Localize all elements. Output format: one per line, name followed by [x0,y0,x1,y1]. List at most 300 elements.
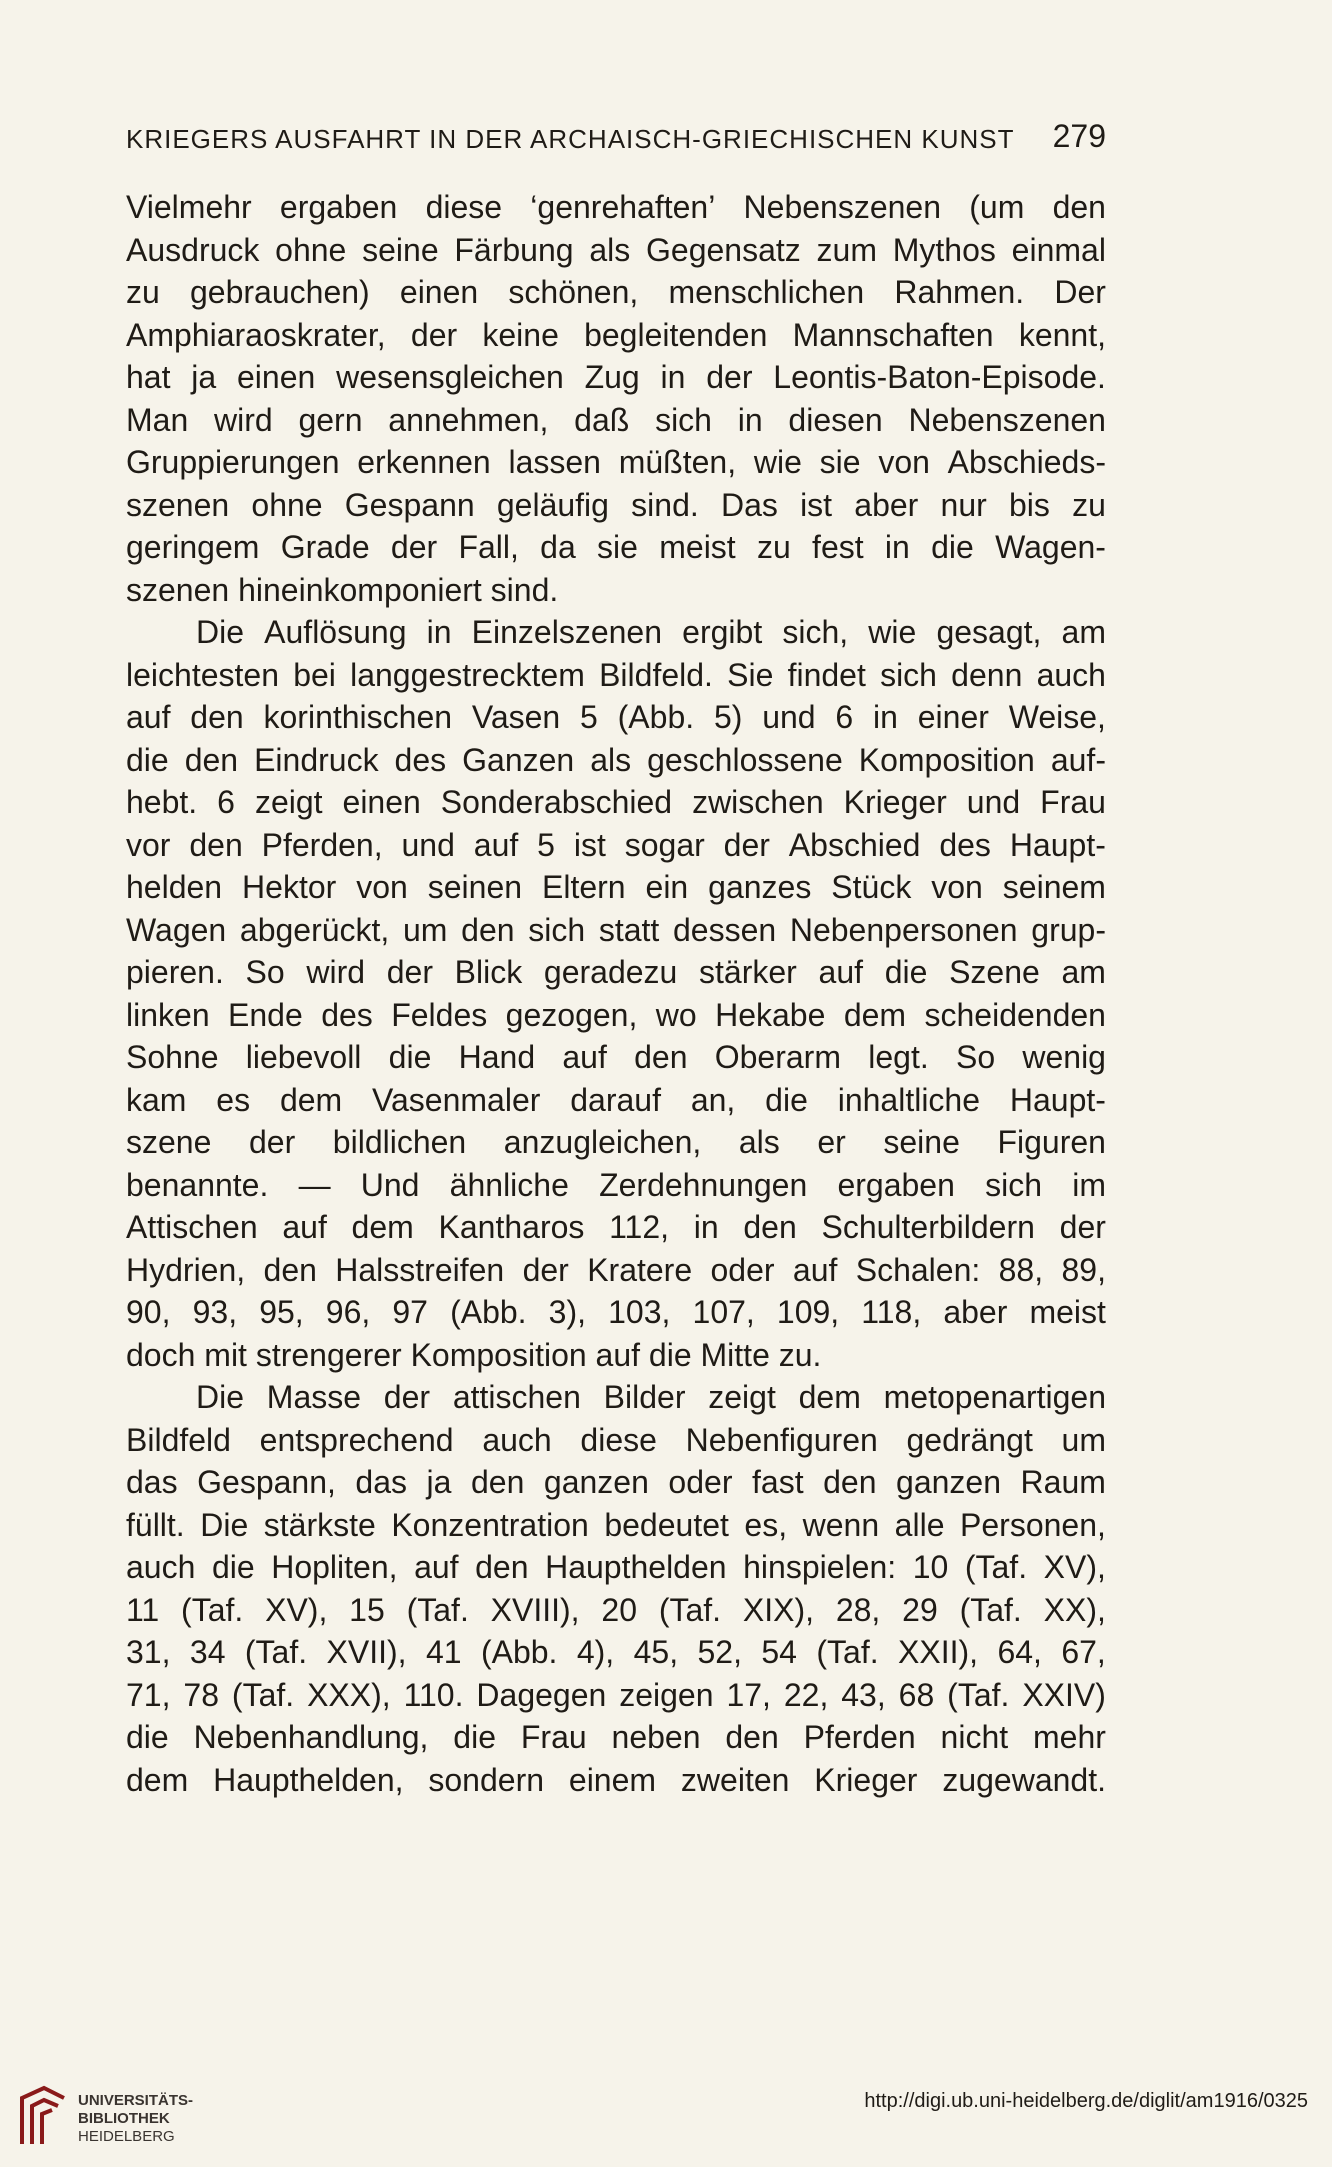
word: den [461,911,515,948]
word: seinen [427,869,523,905]
word: 54 [761,1634,797,1670]
word: oder [710,1251,775,1288]
word: metopenartigen [883,1379,1106,1415]
word: ‘genrehaften’ [530,189,716,225]
text-line [126,1291,1106,1334]
library-name-line: UNIVERSITÄTS- [78,2092,194,2109]
word: zeigen [619,1676,714,1713]
word: wenn [802,1506,880,1543]
word: Dagegen [476,1676,607,1713]
word: fest [812,529,864,565]
word: dem [279,1081,343,1118]
word: (Abb. [617,699,695,735]
word: auch [482,1421,552,1458]
word: abgerückt, [239,911,390,948]
word: Hektor [242,869,337,905]
word: Mannschaften [792,316,994,353]
text-line [126,611,1106,654]
word: kennt, [1018,316,1106,353]
word: scheidenden [924,996,1106,1033]
body-text [126,186,1106,1801]
word: ja [426,1464,452,1500]
word: der [1059,1209,1106,1245]
word: sich [655,401,712,438]
word: Frau [520,1719,587,1755]
word: gern [298,401,363,438]
word: alle [894,1506,945,1543]
word: 22, [783,1676,829,1713]
word: langgestrecktem [350,656,585,693]
text-line [126,1079,1106,1122]
word: XXIV) [1022,1676,1106,1713]
word: Krieger [814,1761,918,1798]
word: Eltern [541,869,626,905]
word: das [355,1464,408,1500]
word: 5 [580,699,598,735]
word: sich [880,656,937,693]
word: Auflösung [264,614,407,650]
word: den [743,1209,797,1245]
word: neben [611,1719,701,1755]
word: diesen [788,401,883,438]
word: und [966,784,1021,820]
word: zeigt [708,1379,776,1415]
word: Eindruck [254,741,379,778]
word: Fall, [458,529,519,565]
word: es, [744,1506,788,1543]
word: Ganzen [462,741,575,778]
word: von [878,444,930,480]
word: diese [580,1421,657,1458]
word: dem [351,1209,414,1245]
word: 28, [835,1591,881,1628]
word: die [453,1719,496,1755]
word: gezogen, [505,996,638,1033]
text-line [126,526,1106,569]
word: findet [787,656,866,693]
word: Die [196,614,245,650]
word: Oberarm [714,1039,841,1075]
word: (Taf. [658,1591,722,1628]
word: Hopliten, [271,1549,398,1585]
word: Nebenszenen [908,401,1106,438]
word: vor [126,826,171,863]
word: Haupthelden, [213,1761,404,1798]
word: den [634,1039,688,1075]
word: Wagen [126,911,227,948]
word: geläufig [496,486,609,523]
word: ergaben [279,189,398,225]
word: seinem [1002,869,1106,905]
word: Gespann [344,486,475,523]
word: gesagt, [936,614,1042,650]
word: gedrängt [906,1421,1033,1458]
word: ein [645,869,689,905]
word: wenig [1022,1039,1106,1075]
word: ja [191,359,217,395]
word: den [1052,189,1106,225]
text-line [126,441,1106,484]
word: zugewandt. [942,1761,1106,1798]
word: Komposition [858,741,1035,778]
word: grup- [1031,911,1106,948]
word: zeigt [254,784,323,820]
word: auf [414,1549,459,1585]
word: Schalen: [855,1251,981,1288]
word: XVIII), [490,1591,580,1628]
word: ohne [251,486,323,523]
word: geschlossene [647,741,843,778]
word: wie [868,614,917,650]
word: 67, [1061,1634,1106,1670]
word: diese [425,189,503,225]
word: im [1072,1166,1106,1203]
text-line [126,1419,1106,1462]
word: Hekabe [715,996,826,1033]
word: des [939,826,991,863]
text-line [126,1546,1106,1589]
word: müßten, [618,444,737,480]
word: Gruppierungen [126,444,340,480]
word: ergibt [682,614,763,650]
word: einem [568,1761,657,1798]
word: auf [473,826,519,863]
word: seine [883,1124,960,1160]
word: als [738,1124,780,1160]
text-line [126,654,1106,697]
word: 112, [609,1209,670,1245]
word: 4), [576,1634,615,1670]
word: ganzes [708,869,812,905]
word: Nebenfiguren [685,1421,878,1458]
word: 110. [403,1676,464,1713]
word: XIX), [742,1591,814,1628]
word: Vasen [471,699,561,735]
word: stärkste [263,1506,376,1543]
word: 10 [912,1549,949,1585]
word: 118, [861,1294,922,1330]
word: Kratere [587,1251,693,1288]
word: zwischen [692,784,824,820]
word: Zerdehnungen [599,1166,808,1203]
word: 43, [841,1676,886,1713]
word: bedeutet [604,1506,729,1543]
word: Krieger [843,784,947,820]
word: Vasenmaler [372,1081,541,1118]
word: einen [342,784,421,820]
word: Nebenhandlung, [193,1719,429,1755]
word: sich [985,1166,1042,1203]
word: (Taf. [816,1634,879,1670]
word: So [955,1039,996,1075]
word: Abschieds- [947,444,1106,480]
word: der [248,1124,296,1160]
word: sie [597,529,638,565]
word: Mythos [892,231,996,268]
word: Figuren [997,1124,1106,1160]
word: szenen [126,486,230,523]
word: ganzen [543,1464,649,1500]
text-line [126,866,1106,909]
word: zweiten [680,1761,790,1798]
word: Halsstreifen [335,1251,505,1288]
word: Weise, [1008,699,1106,735]
word: Gegensatz [646,231,801,268]
word: da [540,529,576,565]
word: Grade [280,529,370,565]
source-url-link[interactable]: http://digi.ub.uni-heidelberg.de/diglit/am1916/0325 [864,2090,1308,2112]
word: Blick [454,954,523,990]
word: Pferden, [261,826,383,863]
word: Frau [1040,784,1106,820]
word: um [403,911,448,948]
word: 103, [608,1294,671,1330]
word: 68 [898,1676,935,1713]
word: sich [528,911,586,948]
text-line [126,824,1106,867]
word: den [189,826,243,863]
word: zu [1072,486,1106,523]
text-line: doch mit strengerer Komposition auf die Mitte zu. [126,1336,822,1373]
word: Personen, [960,1506,1106,1543]
word: wie [753,444,802,480]
word: den [470,1464,525,1500]
word: aber [943,1294,1008,1330]
word: benannte. [126,1166,269,1203]
word: am [1061,614,1106,650]
word: fast [752,1464,804,1500]
word: Szene [949,954,1040,990]
word: zu [126,274,160,310]
word: dessen [672,911,777,948]
text-line [126,1249,1106,1292]
word: der [390,529,438,565]
word: legt. [868,1039,929,1075]
word: 29 [902,1591,938,1628]
word: dem [798,1379,861,1415]
word: 64, [997,1634,1042,1670]
text-line [126,314,1106,357]
word: entsprechend [259,1421,454,1458]
word: den [823,1464,877,1500]
word: Sohne [126,1039,219,1075]
word: auf [282,1209,327,1245]
word: 6 [835,699,854,735]
word: um [1061,1421,1106,1458]
word: annehmen, [388,401,549,438]
word: Bildfeld [126,1421,231,1458]
word: Pferden [803,1719,916,1755]
word: 52, [697,1634,742,1670]
word: 34 [189,1634,226,1670]
word: mehr [1033,1719,1106,1755]
text-line [126,1589,1106,1632]
text-line [126,1631,1106,1674]
word: auf [562,1039,607,1075]
word: (Abb. [480,1634,558,1670]
word: XXX), [307,1676,391,1713]
word: seine [362,231,439,268]
word: sogar [624,826,705,863]
word: in [737,401,763,438]
word: einmal [1011,231,1106,268]
word: ist [573,826,606,863]
word: geringem [126,529,260,565]
word: es [216,1081,251,1118]
text-line [126,484,1106,527]
word: meist [1029,1294,1106,1330]
word: Bilder [603,1379,686,1415]
word: Abschied [788,826,921,863]
word: von [931,869,983,905]
word: Man [126,401,189,438]
word: (Taf. [244,1634,308,1670]
word: 20 [601,1591,637,1628]
word: hat [126,359,171,395]
word: leichtesten [126,656,279,693]
word: darauf [570,1081,661,1118]
word: XVII), [326,1634,407,1670]
word: Die [196,1379,245,1415]
word: in [660,359,686,395]
text-line [126,1206,1106,1249]
word: sondern [428,1761,545,1798]
word: die [388,1039,432,1075]
word: wesensgleichen [336,359,564,395]
text-line [126,1036,1106,1079]
word: denn [951,656,1023,693]
word: geradezu [543,954,678,990]
word: Feldes [391,996,488,1033]
text-line [126,271,1106,314]
word: und [401,826,455,863]
word: Einzelszenen [471,614,663,650]
word: (Taf. [406,1591,469,1628]
word: 89, [1061,1251,1106,1288]
word: kam [126,1081,187,1118]
text-line [126,1716,1106,1759]
word: Haupt- [1009,826,1106,863]
word: aber [854,486,919,523]
word: (Taf. [231,1676,295,1713]
word: oder [668,1464,733,1500]
word: Wagen- [995,529,1106,565]
word: zu [756,529,791,565]
word: 109, [776,1294,840,1330]
text-line [126,951,1106,994]
word: auf [792,1251,838,1288]
word: nur [940,486,987,523]
running-header [126,118,1106,162]
text-line [126,1121,1106,1164]
word: Masse [266,1379,362,1415]
word: 88, [998,1251,1044,1288]
word: Der [1054,274,1106,310]
library-name-line: HEIDELBERG [78,2128,175,2145]
word: der [386,954,433,990]
word: die [765,1081,808,1118]
word: Hydrien, [126,1251,246,1288]
text-line [126,994,1106,1037]
word: der [410,316,458,353]
word: sie [819,444,861,480]
word: begleitenden [584,316,768,353]
word: Das [720,486,778,523]
word: erkennen [357,444,491,480]
word: den [190,699,244,735]
word: Färbung [454,231,574,268]
word: daß [574,401,630,438]
word: wird [214,401,273,438]
word: Sie [727,656,774,693]
word: den [184,741,239,778]
word: die [126,1719,169,1755]
text-line [126,399,1106,442]
word: meist [659,529,736,565]
word: an, [690,1081,736,1118]
running-title: KRIEGERS AUSFAHRT IN DER ARCHAISCH-GRIECHISCHEN KUNST [126,124,1015,154]
word: Kantharos [438,1209,585,1245]
word: ganzen [896,1464,1002,1500]
word: — [298,1166,331,1203]
text-line [126,1759,1106,1802]
word: wird [306,954,366,990]
word: 5) [713,699,743,735]
word: zum [816,231,877,268]
word: auf [818,954,863,990]
word: ergaben [837,1166,955,1203]
word: 5 [537,826,555,863]
word: Haupt- [1009,1081,1106,1118]
word: linken [126,996,210,1033]
word: (Abb. [450,1294,527,1330]
word: bis [1008,486,1050,523]
word: pieren. [126,954,224,990]
word: XV), [265,1591,328,1628]
word: ähnliche [449,1166,569,1203]
word: dem [126,1761,189,1798]
word: in [693,1209,719,1245]
word: keine [482,316,559,353]
word: Stück [831,869,912,905]
word: korinthischen [263,699,453,735]
word: 6 [217,784,235,820]
word: (um [969,189,1025,225]
page-number: 279 [1052,118,1106,154]
word: hinspielen: [743,1549,897,1585]
word: auch [1036,656,1106,693]
word: in [884,529,910,565]
text-line [126,229,1106,272]
word: Rahmen. [894,274,1025,310]
word: einen [399,274,479,310]
word: Nebenszenen [743,189,942,225]
word: 97 [392,1294,428,1330]
word: stärker [699,954,797,990]
word: XXII), [898,1634,979,1670]
text-line [126,909,1106,952]
word: Die [200,1506,249,1543]
word: 15 [349,1591,385,1628]
word: des [394,741,447,778]
word: Amphiaraoskrater, [126,316,386,353]
word: (Taf. [181,1591,244,1628]
word: am [1061,954,1106,990]
word: ohne [275,231,347,268]
word: Konzentration [391,1506,589,1543]
word: So [245,954,285,990]
text-line [126,186,1106,229]
